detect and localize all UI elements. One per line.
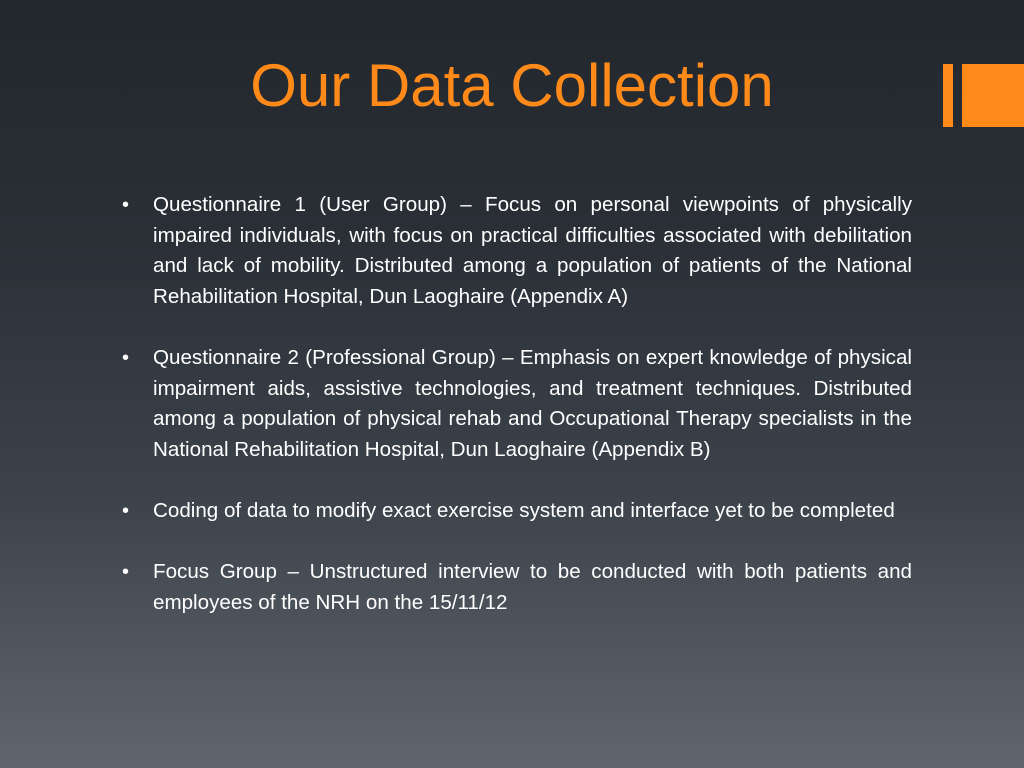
bullet-item	[122, 496, 912, 527]
bullet-text: Questionnaire 2 (Professional Group) – Emphasis on expert knowledge of physical impairment aids, assistive technologies, and treatment techniques. Distributed among a population of physical rehab and Occupational Therapy specialists in the National Rehabilitation Hospital, Dun Laoghaire (Appendix B)	[153, 345, 912, 461]
bullet-marker: •	[122, 346, 130, 369]
accent-bar-thick	[962, 64, 1024, 127]
accent-bar-thin	[943, 64, 953, 127]
bullet-list	[122, 190, 912, 649]
bullet-marker: •	[122, 499, 130, 522]
slide-title: Our Data Collection	[250, 52, 774, 119]
bullet-item	[122, 190, 912, 312]
bullet-item	[122, 343, 912, 465]
bullet-marker: •	[122, 561, 130, 584]
bullet-text: Questionnaire 1 (User Group) – Focus on personal viewpoints of physically impaired individuals, with focus on practical difficulties associated with debilitation and lack of mobility. Distributed among a population of patients of the National Rehabilitation Hospital, Dun Laoghaire (Appendix A)	[153, 193, 912, 308]
bullet-text: Coding of data to modify exact exercise system and interface yet to be completed	[153, 498, 895, 522]
bullet-item	[122, 557, 912, 618]
bullet-text: Focus Group – Unstructured interview to be conducted with both patients and employees of the NRH on the 15/11/12	[153, 560, 912, 614]
bullet-marker: •	[122, 194, 130, 216]
